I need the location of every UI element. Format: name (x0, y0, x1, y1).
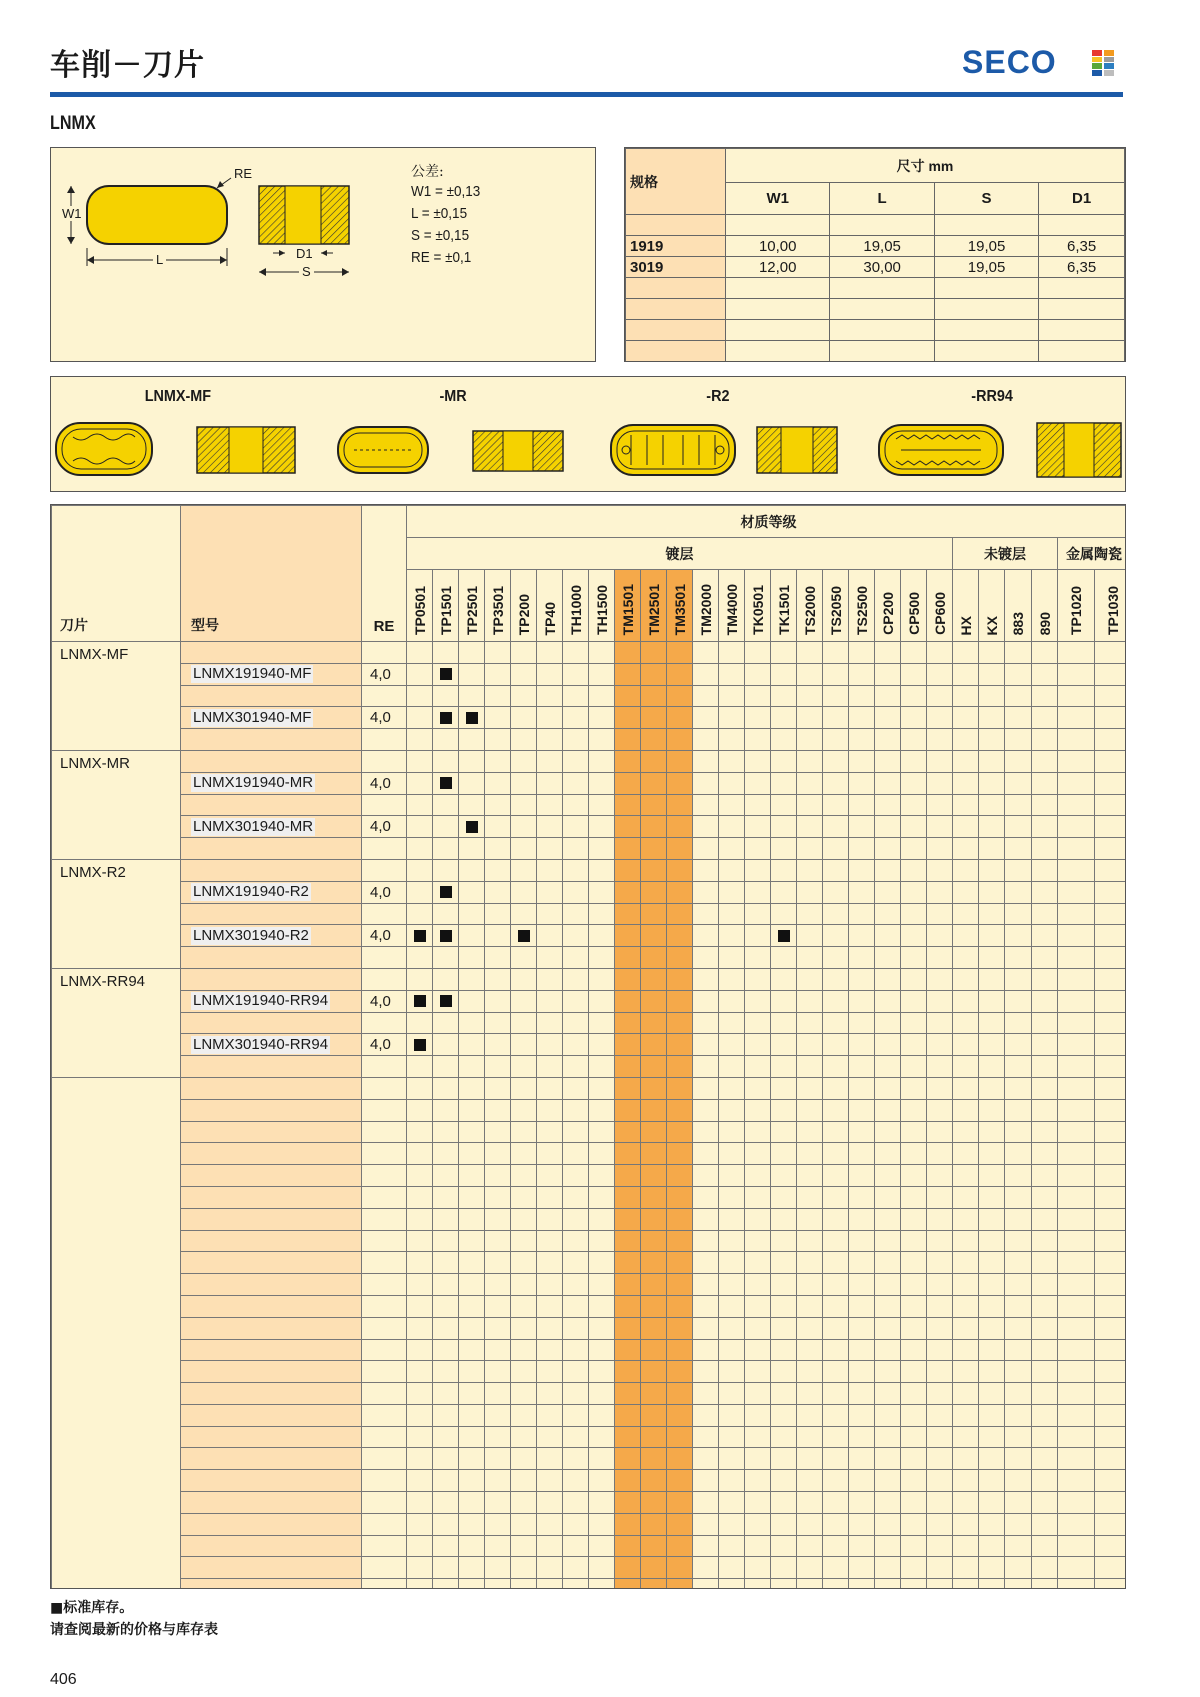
re-value: 4,0 (362, 663, 407, 685)
grade-header-tp1501: TP1501 (433, 570, 459, 642)
insert-code: LNMX301940-MF (193, 708, 312, 726)
dimensions-box (624, 147, 1126, 362)
re-value: 4,0 (362, 707, 407, 729)
re-value: 4,0 (362, 816, 407, 838)
insert-code: LNMX191940-RR94 (193, 992, 329, 1010)
grade-header-tm2501: TM2501 (641, 570, 667, 642)
seco-logo (962, 44, 1122, 80)
group-row (52, 642, 1127, 664)
section-title: LNMX (50, 113, 96, 134)
re-value: 4,0 (362, 990, 407, 1012)
table-row (52, 1034, 1127, 1056)
insert-code: LNMX301940-R2 (193, 926, 309, 944)
table-row (52, 816, 1127, 838)
tolerance-s: S = ±0,15 (411, 227, 470, 244)
grade-header-tk1501: TK1501 (771, 570, 797, 642)
grades-group-header: 材质等级 (407, 506, 1127, 538)
grade-header-tm1501: TM1501 (615, 570, 641, 642)
insert-code: LNMX191940-MF (193, 665, 312, 683)
l-label: L (153, 252, 166, 267)
header-rule (50, 92, 1123, 97)
model-header: 型号 (181, 506, 362, 642)
stock-marker-icon (440, 668, 452, 680)
stock-marker-icon (518, 930, 530, 942)
stock-marker-icon (440, 995, 452, 1007)
grade-header-hx: HX (953, 570, 979, 642)
group-label: LNMX-R2 (52, 859, 181, 968)
page-number: 406 (50, 1671, 77, 1688)
tolerance-l: L = ±0,15 (411, 205, 468, 222)
grades-table (51, 505, 1126, 1589)
grade-header-tk0501: TK0501 (745, 570, 771, 642)
grade-header-tp0501: TP0501 (407, 570, 433, 642)
dimension-row: 3019 12,00 30,00 19,05 6,35 (626, 257, 1125, 278)
seco-logo-mark-icon (1092, 50, 1114, 76)
seco-logo-text: SECO (962, 44, 1057, 80)
legend-stock: ■标准库存。 (50, 1600, 134, 1616)
col-w1: W1 (726, 183, 830, 215)
cermet-header: 金属陶瓷 (1058, 538, 1127, 570)
grade-header-ts2050: TS2050 (823, 570, 849, 642)
w1-label: W1 (62, 206, 82, 221)
grade-header-th1500: TH1500 (589, 570, 615, 642)
grade-header-ts2500: TS2500 (849, 570, 875, 642)
re-value: 4,0 (362, 925, 407, 947)
stock-marker-icon (440, 886, 452, 898)
insert-header: 刀片 (52, 506, 181, 642)
col-l: L (830, 183, 934, 215)
group-label: LNMX-MF (52, 642, 181, 751)
grade-header-tp2501: TP2501 (459, 570, 485, 642)
coated-header: 镀层 (407, 538, 953, 570)
dimensions-table (625, 148, 1125, 362)
table-row (52, 881, 1127, 903)
stock-marker-icon (778, 930, 790, 942)
stock-marker-icon (414, 930, 426, 942)
group-row (52, 750, 1127, 772)
stock-marker-icon (414, 1039, 426, 1051)
re-label: RE (234, 166, 253, 181)
dimension-row: 1919 10,00 19,05 19,05 6,35 (626, 236, 1125, 257)
table-row (52, 663, 1127, 685)
table-row (52, 772, 1127, 794)
grade-header-ts2000: TS2000 (797, 570, 823, 642)
grade-header-tm3501: TM3501 (667, 570, 693, 642)
uncoated-header: 未镀层 (953, 538, 1058, 570)
insert-code: LNMX191940-R2 (193, 883, 309, 901)
table-row (52, 707, 1127, 729)
tolerance-title: 公差: (411, 164, 444, 180)
grade-header-cp600: CP600 (927, 570, 953, 642)
group-row (52, 859, 1127, 881)
stock-marker-icon (414, 995, 426, 1007)
stock-marker-icon (466, 712, 478, 724)
grade-header-cp500: CP500 (901, 570, 927, 642)
group-row (52, 968, 1127, 990)
col-s: S (934, 183, 1038, 215)
dimensions-group-header: 尺寸 mm (726, 149, 1125, 183)
group-label: LNMX-MR (52, 750, 181, 859)
grade-header-tm2000: TM2000 (693, 570, 719, 642)
insert-code: LNMX301940-RR94 (193, 1035, 329, 1053)
grade-header-tp3501: TP3501 (485, 570, 511, 642)
variant-label-rr94: -RR94 (971, 388, 1013, 405)
variants-box (50, 376, 1126, 492)
re-header: RE (362, 506, 407, 642)
tolerance-w1: W1 = ±0,13 (411, 183, 481, 200)
stock-marker-icon (466, 821, 478, 833)
legend-note: 请查阅最新的价格与库存表 (50, 1622, 218, 1638)
page-title: 车削－刀片 (50, 48, 205, 83)
variant-insert-drawings (51, 377, 1123, 489)
insert-code: LNMX191940-MR (193, 774, 314, 792)
tolerance-box (50, 147, 596, 362)
group-label: LNMX-RR94 (52, 968, 181, 1077)
grades-box (50, 504, 1126, 1589)
insert-code: LNMX301940-MR (193, 817, 314, 835)
grade-header-883: 883 (1005, 570, 1032, 642)
table-row (52, 925, 1127, 947)
grade-header-890: 890 (1032, 570, 1058, 642)
table-row (52, 990, 1127, 1012)
grade-header-th1000: TH1000 (563, 570, 589, 642)
re-value: 4,0 (362, 772, 407, 794)
s-label: S (299, 264, 314, 279)
stock-marker-icon (440, 930, 452, 942)
grade-header-tp40: TP40 (537, 570, 563, 642)
col-d1: D1 (1039, 183, 1125, 215)
variant-label-mf: LNMX-MF (144, 388, 212, 405)
grade-header-tp1020: TP1020 (1058, 570, 1095, 642)
tolerance-re: RE = ±0,1 (411, 249, 472, 266)
stock-marker-icon (440, 777, 452, 789)
grade-header-kx: KX (979, 570, 1005, 642)
grade-header-tm4000: TM4000 (719, 570, 745, 642)
spec-header: 规格 (626, 149, 726, 215)
stock-marker-icon (440, 712, 452, 724)
re-value: 4,0 (362, 881, 407, 903)
grade-header-tp200: TP200 (511, 570, 537, 642)
variant-label-mr: -MR (439, 388, 467, 405)
variant-label-r2: -R2 (706, 388, 730, 405)
legend (50, 1597, 218, 1641)
grade-header-tp1030: TP1030 (1095, 570, 1127, 642)
re-value: 4,0 (362, 1034, 407, 1056)
grade-header-cp200: CP200 (875, 570, 901, 642)
d1-label: D1 (296, 246, 313, 261)
